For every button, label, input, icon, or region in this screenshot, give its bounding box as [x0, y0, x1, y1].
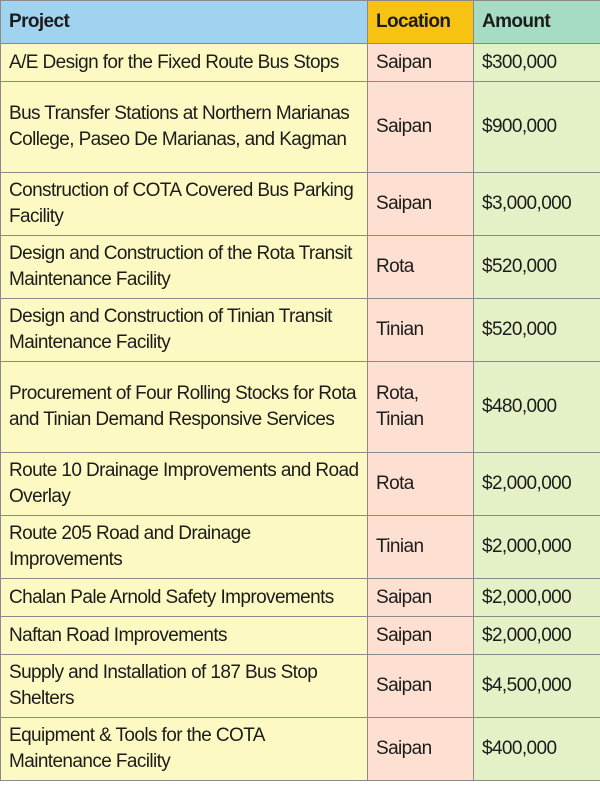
table-row: [1, 299, 600, 362]
amount-cell: $4,500,000: [474, 655, 600, 718]
table-row: [1, 362, 600, 453]
project-cell: Design and Construction of Tinian Transit Maintenance Facility: [1, 299, 368, 362]
location-cell: Rota, Tinian: [368, 362, 474, 453]
table-row: [1, 718, 600, 781]
location-cell: Saipan: [368, 579, 474, 617]
location-cell: Saipan: [368, 82, 474, 173]
amount-cell: $2,000,000: [474, 453, 600, 516]
table-row: [1, 453, 600, 516]
header-project: Project: [1, 1, 368, 44]
table-row: [1, 173, 600, 236]
project-cell: A/E Design for the Fixed Route Bus Stops: [1, 44, 368, 82]
header-row: [1, 1, 600, 44]
amount-cell: $480,000: [474, 362, 600, 453]
project-cell: Equipment & Tools for the COTA Maintenance Facility: [1, 718, 368, 781]
table-row: [1, 579, 600, 617]
table-row: [1, 655, 600, 718]
location-cell: Saipan: [368, 718, 474, 781]
project-cell: Route 205 Road and Drainage Improvements: [1, 516, 368, 579]
table-row: [1, 82, 600, 173]
table-row: [1, 44, 600, 82]
location-cell: Saipan: [368, 655, 474, 718]
amount-cell: $3,000,000: [474, 173, 600, 236]
header-location: Location: [368, 1, 474, 44]
header-amount: Amount: [474, 1, 600, 44]
location-cell: Saipan: [368, 173, 474, 236]
table-row: [1, 236, 600, 299]
location-cell: Saipan: [368, 44, 474, 82]
project-cell: Naftan Road Improvements: [1, 617, 368, 655]
project-cell: Chalan Pale Arnold Safety Improvements: [1, 579, 368, 617]
table-row: [1, 516, 600, 579]
location-cell: Tinian: [368, 299, 474, 362]
project-cell: Design and Construction of the Rota Transit Maintenance Facility: [1, 236, 368, 299]
table-row: [1, 617, 600, 655]
amount-cell: $400,000: [474, 718, 600, 781]
amount-cell: $520,000: [474, 299, 600, 362]
project-cell: Procurement of Four Rolling Stocks for Rota and Tinian Demand Responsive Services: [1, 362, 368, 453]
amount-cell: $2,000,000: [474, 516, 600, 579]
location-cell: Tinian: [368, 516, 474, 579]
location-cell: Rota: [368, 453, 474, 516]
location-cell: Rota: [368, 236, 474, 299]
project-cell: Supply and Installation of 187 Bus Stop Shelters: [1, 655, 368, 718]
project-cell: Route 10 Drainage Improvements and Road Overlay: [1, 453, 368, 516]
project-cell: Construction of COTA Covered Bus Parking Facility: [1, 173, 368, 236]
project-cell: Bus Transfer Stations at Northern Marianas College, Paseo De Marianas, and Kagman: [1, 82, 368, 173]
amount-cell: $2,000,000: [474, 579, 600, 617]
amount-cell: $520,000: [474, 236, 600, 299]
location-cell: Saipan: [368, 617, 474, 655]
amount-cell: $2,000,000: [474, 617, 600, 655]
amount-cell: $300,000: [474, 44, 600, 82]
amount-cell: $900,000: [474, 82, 600, 173]
